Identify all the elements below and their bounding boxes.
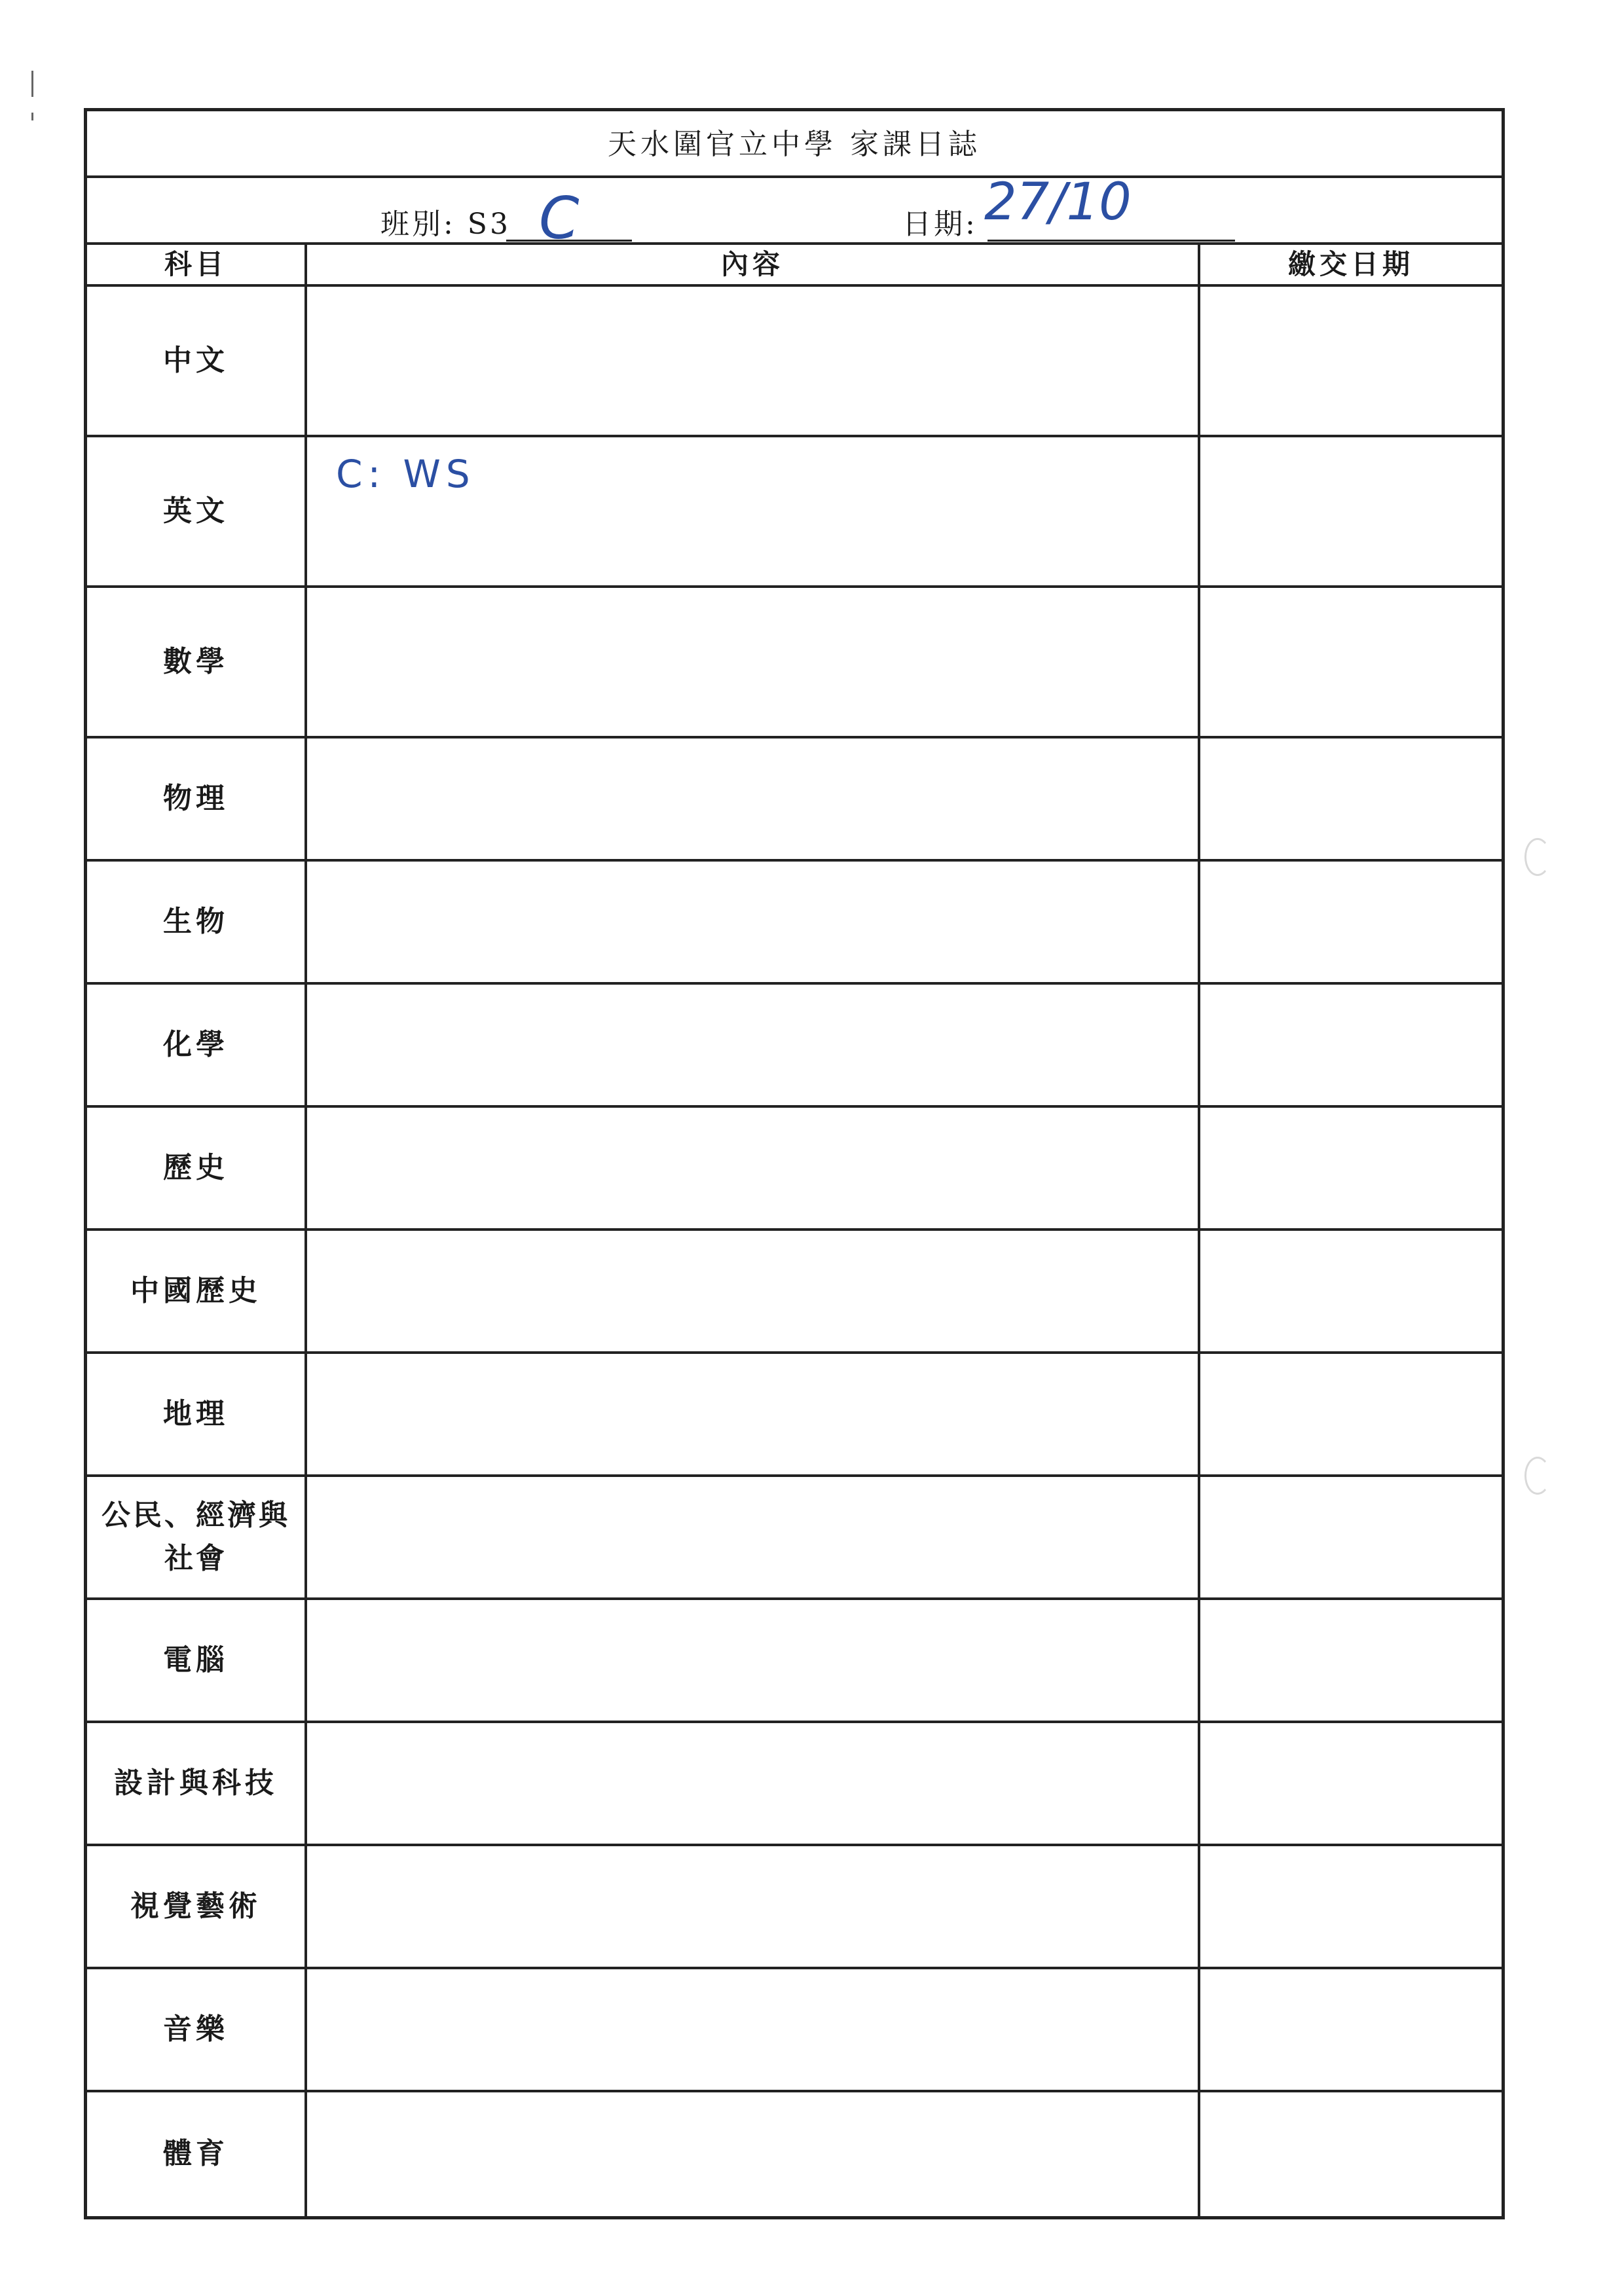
header-due-date: 繳交日期 <box>1287 248 1414 280</box>
due-date-cell[interactable] <box>1200 1108 1502 1228</box>
homework-content-cell[interactable] <box>307 2092 1198 2215</box>
class-label: 班別: S3 <box>380 208 511 241</box>
class-value[interactable]: C <box>539 185 580 252</box>
homework-content-cell[interactable] <box>307 437 1198 585</box>
due-date-cell[interactable] <box>1200 862 1502 982</box>
due-date-cell[interactable] <box>1200 1477 1502 1597</box>
table-row <box>87 588 1502 738</box>
subject-label: 公民、經濟與社會 <box>101 1499 290 1575</box>
subject-label: 設計與科技 <box>114 1766 278 1800</box>
due-date-cell[interactable] <box>1200 1231 1502 1351</box>
subject-label: 英文 <box>163 494 229 528</box>
table-row <box>87 1477 1502 1600</box>
due-date-cell[interactable] <box>1200 437 1502 585</box>
form-info-row <box>87 173 1502 252</box>
subject-label: 數學 <box>163 645 229 678</box>
subject-label: 音樂 <box>163 2013 229 2046</box>
subject-label: 中國歷史 <box>130 1274 261 1307</box>
table-row <box>87 1846 1502 1969</box>
due-date-cell[interactable] <box>1200 1969 1502 2090</box>
table-row <box>87 738 1502 862</box>
date-underline <box>987 240 1235 242</box>
subject-label: 地理 <box>163 1397 229 1430</box>
subject-label: 體育 <box>163 2137 229 2170</box>
homework-content-cell[interactable] <box>307 588 1198 736</box>
subject-label: 歷史 <box>163 1151 229 1184</box>
subject-label: 電腦 <box>163 1643 229 1677</box>
punch-hole-icon <box>1524 838 1551 876</box>
table-row <box>87 1231 1502 1354</box>
table-row <box>87 2092 1502 2215</box>
due-date-cell[interactable] <box>1200 1723 1502 1844</box>
homework-content-cell[interactable] <box>307 1477 1198 1597</box>
table-row <box>87 437 1502 588</box>
homework-content-cell[interactable] <box>307 862 1198 982</box>
homework-content-cell[interactable] <box>307 738 1198 859</box>
due-date-cell[interactable] <box>1200 1846 1502 1967</box>
homework-content-cell[interactable] <box>307 1969 1198 2090</box>
table-row <box>87 287 1502 437</box>
header-content: 內容 <box>720 248 784 280</box>
homework-content-cell[interactable] <box>307 1354 1198 1474</box>
punch-hole-icon <box>1524 1457 1551 1495</box>
homework-content-cell[interactable] <box>307 287 1198 435</box>
due-date-cell[interactable] <box>1200 287 1502 435</box>
due-date-cell[interactable] <box>1200 985 1502 1105</box>
table-row <box>87 1108 1502 1231</box>
due-date-cell[interactable] <box>1200 738 1502 859</box>
table-row <box>87 1354 1502 1477</box>
table-header <box>87 245 1502 287</box>
table-row <box>87 985 1502 1108</box>
subject-label: 生物 <box>163 905 229 938</box>
table-row <box>87 1723 1502 1846</box>
table-row <box>87 1969 1502 2092</box>
due-date-cell[interactable] <box>1200 588 1502 736</box>
due-date-cell[interactable] <box>1200 1354 1502 1474</box>
table-row <box>87 1600 1502 1723</box>
homework-content-cell[interactable] <box>307 1600 1198 1721</box>
table-row <box>87 862 1502 985</box>
subject-label: 視覺藝術 <box>130 1889 261 1923</box>
due-date-cell[interactable] <box>1200 2092 1502 2215</box>
form-title: 天水圍官立中學 家課日誌 <box>87 111 1502 178</box>
subject-label: 物理 <box>163 782 229 815</box>
homework-content-text: C: WS <box>336 452 475 496</box>
subject-label: 化學 <box>163 1028 229 1061</box>
header-subject: 科目 <box>164 248 227 280</box>
subject-label: 中文 <box>163 344 229 377</box>
date-value[interactable]: 27/10 <box>984 173 1132 232</box>
scan-edge-mark <box>31 71 33 97</box>
homework-content-cell[interactable] <box>307 985 1198 1105</box>
due-date-cell[interactable] <box>1200 1600 1502 1721</box>
homework-content-cell[interactable] <box>307 1723 1198 1844</box>
homework-diary-form <box>84 108 1505 2219</box>
date-label: 日期: <box>902 208 978 241</box>
homework-content-cell[interactable] <box>307 1108 1198 1228</box>
homework-content-cell[interactable] <box>307 1231 1198 1351</box>
scan-edge-mark <box>31 113 33 120</box>
homework-content-cell[interactable] <box>307 1846 1198 1967</box>
